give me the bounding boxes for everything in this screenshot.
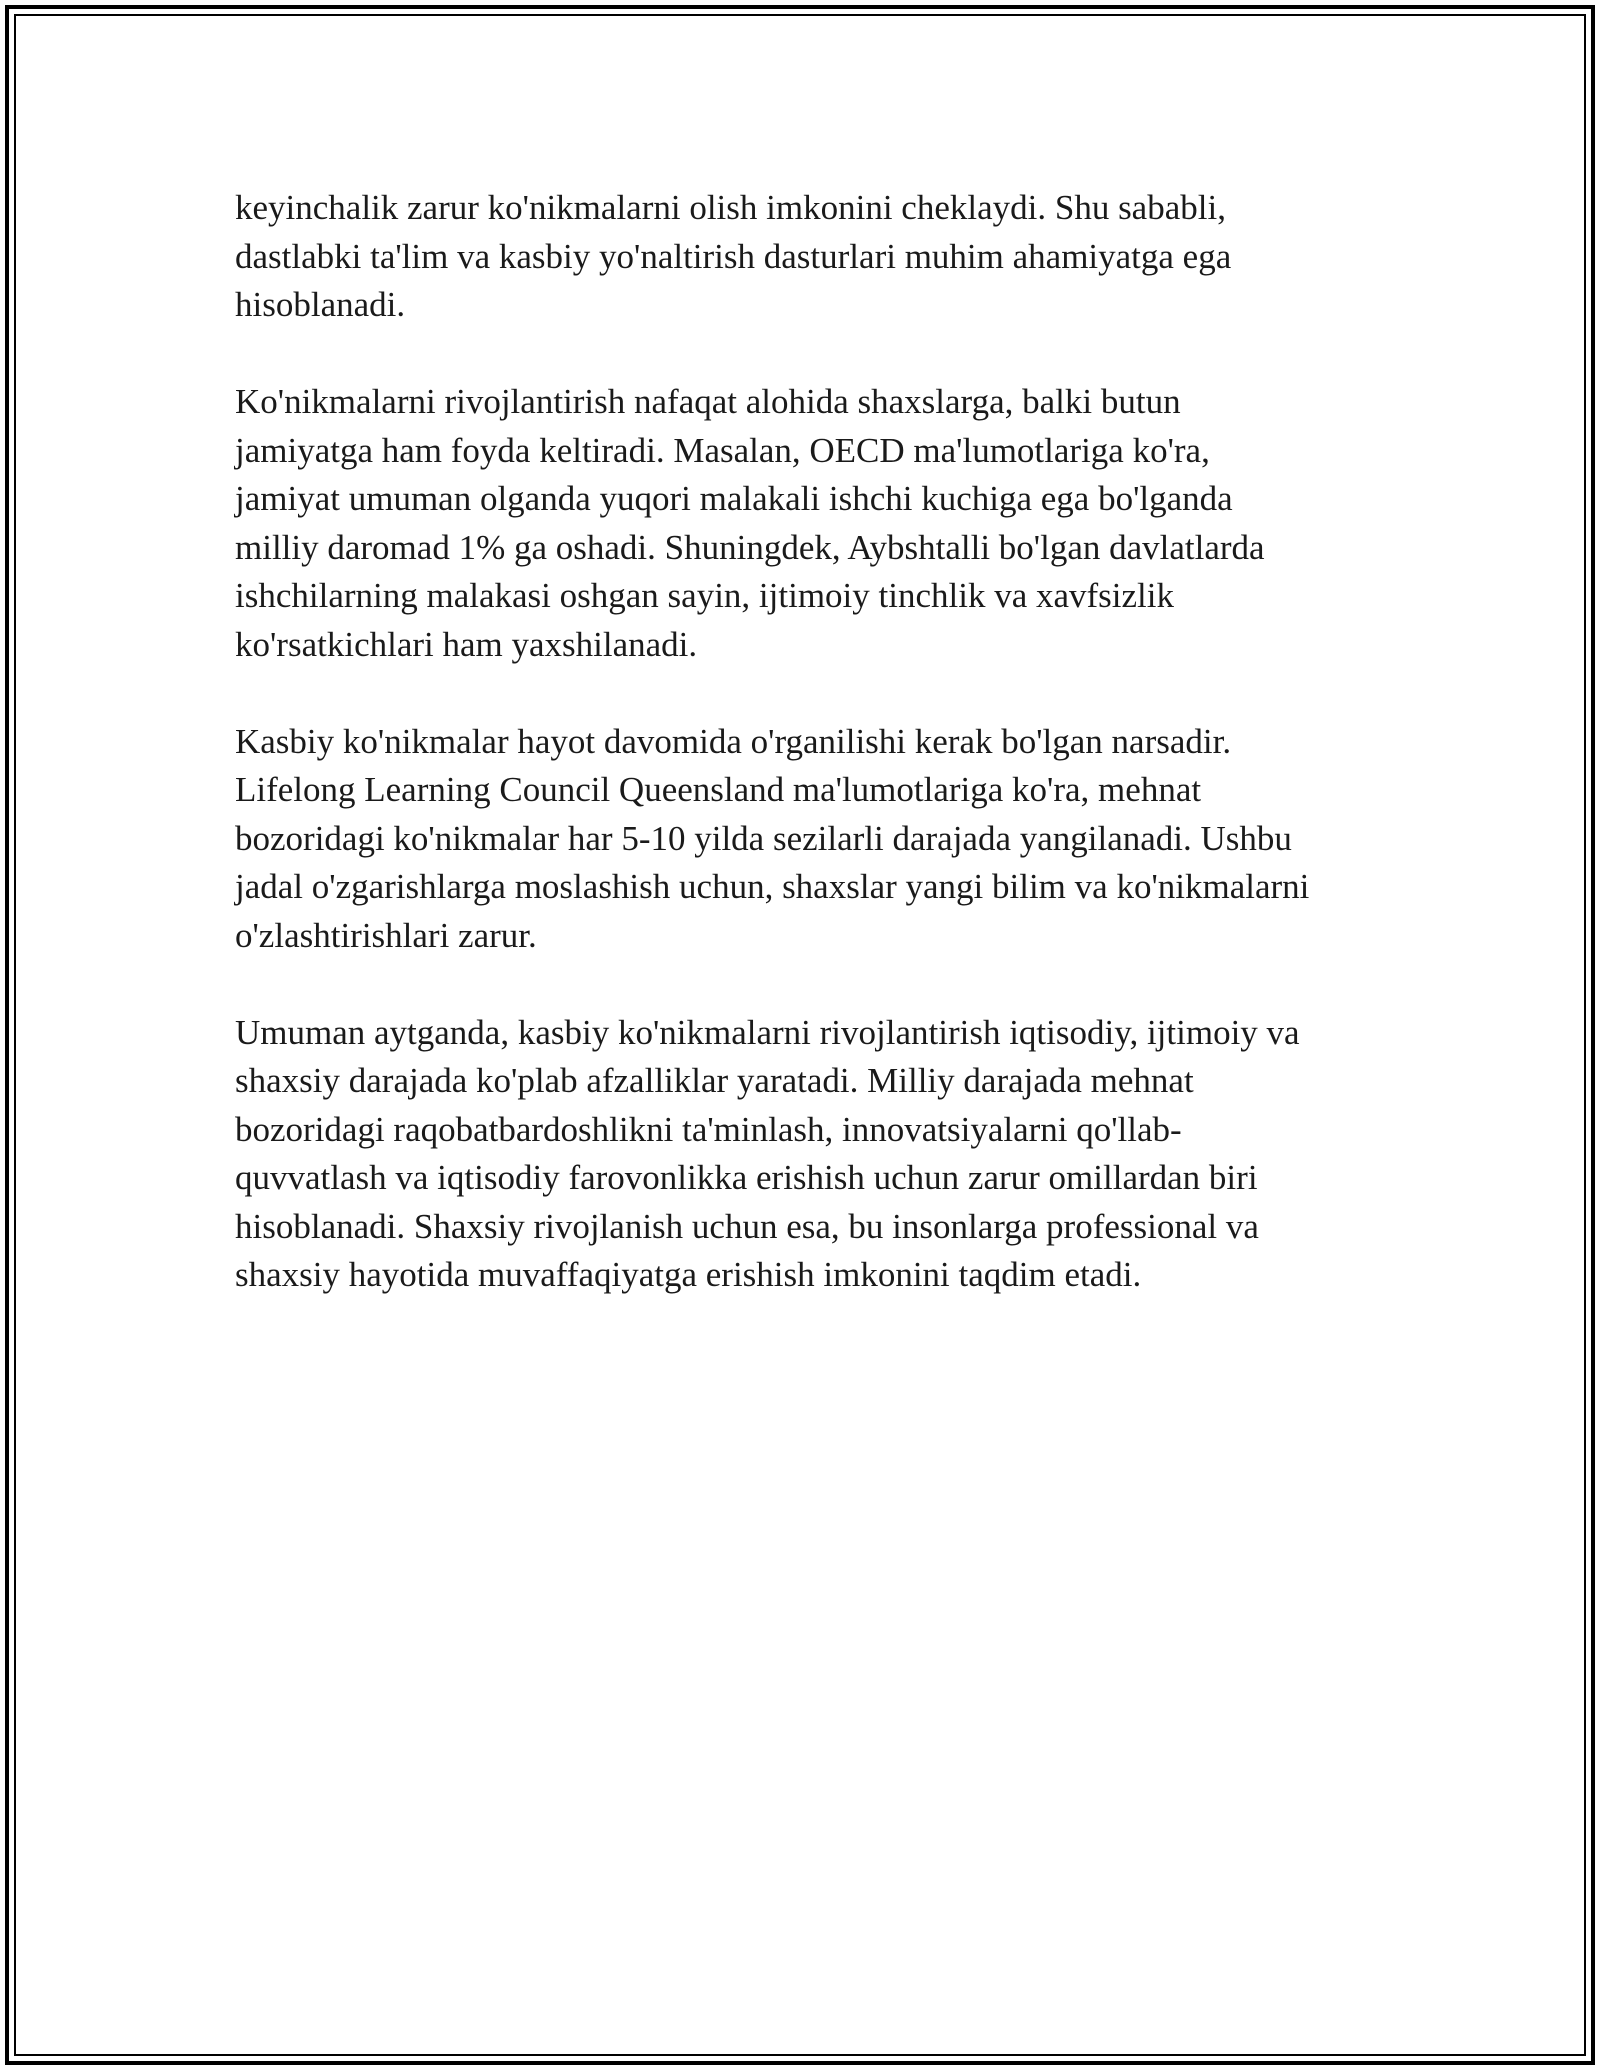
paragraph-3: Kasbiy ko'nikmalar hayot davomida o'rganilishi kerak bo'lgan narsadir. Lifelong Learning Council Queensland ma'lumotlariga ko'ra, mehnat bozoridagi ko'nikmalar har 5-10 yilda sezilarli darajada yangilanadi. Ushbu jadal o'zgarishlarga moslashish uchun, shaxslar yangi bilim va ko'nikmalarni o'zlashtirishlari zarur. [235, 721, 1310, 955]
paragraph-4: Umuman aytganda, kasbiy ko'nikmalarni rivojlantirish iqtisodiy, ijtimoiy va shaxsiy darajada ko'plab afzalliklar yaratadi. Milliy darajada mehnat bozoridagi raqobatbardoshlikni ta'minlash, innovatsiyalarni qo'llab- quvvatlash va iqtisodiy farovonlikka erishish uchun zarur omillardan biri hisoblanadi. Shaxsiy rivojlanish uchun esa, bu insonlarga professional va shaxsiy hayotida muvaffaqiyatga erishish imkonini taqdim etadi. [235, 1012, 1300, 1294]
document-body [235, 184, 1385, 1348]
paragraph-1: keyinchalik zarur ko'nikmalarni olish imkonini cheklaydi. Shu sababli, dastlabki ta'lim va kasbiy yo'naltirish dasturlari muhim ahamiyatga ega hisoblanadi. [235, 188, 1232, 324]
paragraph-2: Ko'nikmalarni rivojlantirish nafaqat alohida shaxslarga, balki butun jamiyatga ham foyda keltiradi. Masalan, OECD ma'lumotlariga ko'ra, jamiyat umuman olganda yuqori malakali ishchi kuchiga ega bo'lganda milliy daromad 1% ga oshadi. Shuningdek, Aybshtalli bo'lgan davlatlarda ishchilarning malakasi oshgan sayin, ijtimoiy tinchlik va xavfsizlik ko'rsatkichlari ham yaxshilanadi. [235, 382, 1265, 664]
